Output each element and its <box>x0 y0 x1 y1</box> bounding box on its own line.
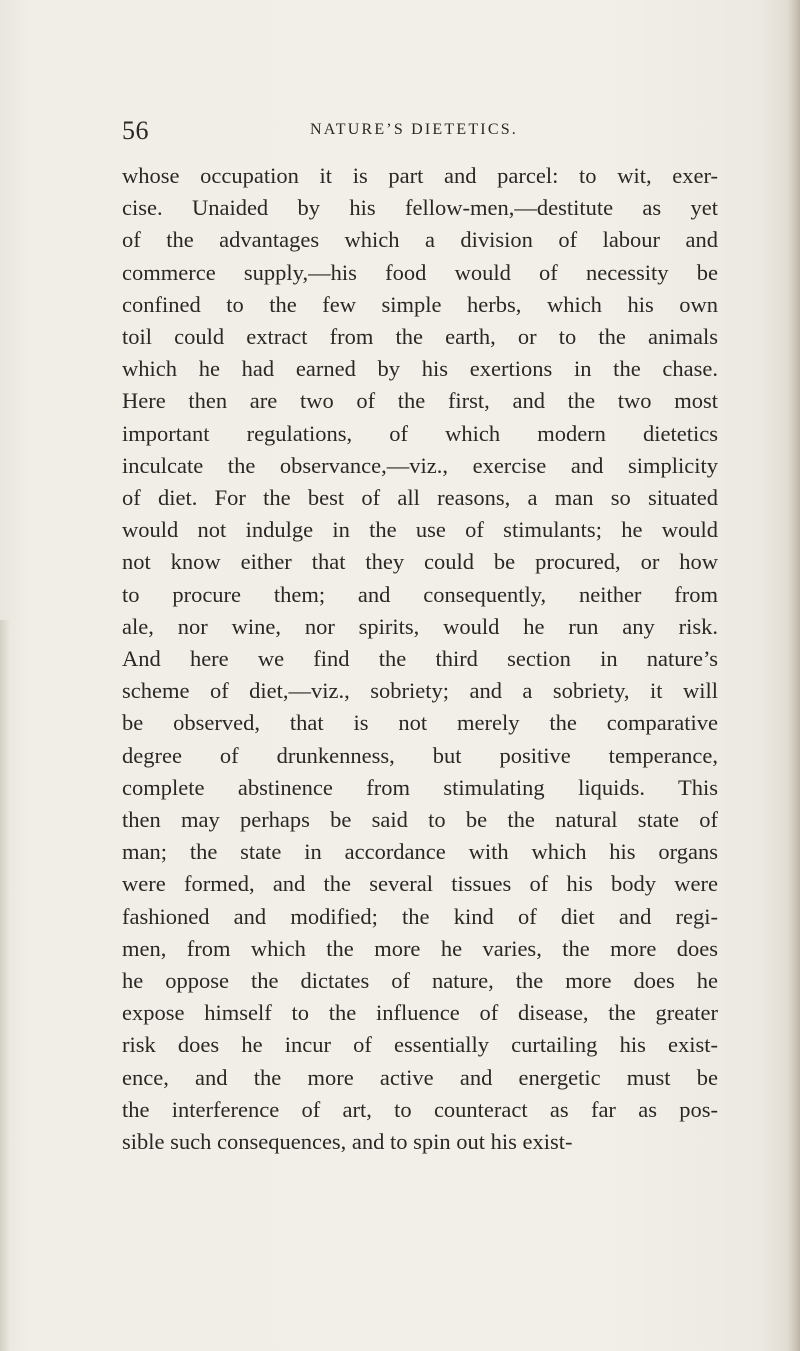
text-line: men, from which the more he varies, the more does <box>122 935 718 961</box>
text-line: the interference of art, to counteract as far as pos- <box>122 1096 718 1122</box>
text-line: then may perhaps be said to be the natural state of <box>122 807 718 833</box>
text-line: be observed, that is not merely the comparative <box>122 710 718 736</box>
page-header <box>122 116 712 146</box>
text-line: of diet. For the best of all reasons, a man so situated <box>122 485 718 511</box>
page-right-shadow <box>788 0 800 1351</box>
text-line: which he had earned by his exertions in the chase. <box>122 356 718 382</box>
text-line: were formed, and the several tissues of his body were <box>122 871 718 897</box>
text-line: scheme of diet,—viz., sobriety; and a sobriety, it will <box>122 678 718 704</box>
text-line: inculcate the observance,—viz., exercise and simplicity <box>122 452 718 478</box>
text-line: not know either that they could be procured, or how <box>122 549 718 575</box>
text-line: of the advantages which a division of labour and <box>122 227 718 253</box>
page-left-shadow <box>0 620 10 1351</box>
text-line: important regulations, of which modern dietetics <box>122 420 718 446</box>
text-line: And here we find the third section in nature’s <box>122 646 718 672</box>
text-line: complete abstinence from stimulating liquids. This <box>122 774 718 800</box>
text-line: cise. Unaided by his fellow-men,—destitute as yet <box>122 195 718 221</box>
text-line: he oppose the dictates of nature, the more does he <box>122 968 718 994</box>
text-line: expose himself to the influence of disease, the greater <box>122 1000 718 1026</box>
text-line: degree of drunkenness, but positive temperance, <box>122 742 718 768</box>
page-number: 56 <box>122 116 149 145</box>
text-line: sible such consequences, and to spin out his exist- <box>122 1129 573 1155</box>
text-line: would not indulge in the use of stimulants; he would <box>122 517 718 543</box>
text-line: risk does he incur of essentially curtailing his exist- <box>122 1032 718 1058</box>
text-line: toil could extract from the earth, or to the animals <box>122 324 718 350</box>
running-head: NATURE’S DIETETICS. <box>310 121 519 138</box>
text-line: Here then are two of the first, and the two most <box>122 388 718 414</box>
text-line: man; the state in accordance with which his organs <box>122 839 718 865</box>
text-line: ale, nor wine, nor spirits, would he run any risk. <box>122 613 718 639</box>
body-text <box>122 160 718 1158</box>
text-line: confined to the few simple herbs, which his own <box>122 291 718 317</box>
text-line: fashioned and modified; the kind of diet and regi- <box>122 903 718 929</box>
text-line: to procure them; and consequently, neither from <box>122 581 718 607</box>
text-line: commerce supply,—his food would of necessity be <box>122 259 718 285</box>
text-line: ence, and the more active and energetic must be <box>122 1064 718 1090</box>
text-line: whose occupation it is part and parcel: to wit, exer- <box>122 163 718 188</box>
